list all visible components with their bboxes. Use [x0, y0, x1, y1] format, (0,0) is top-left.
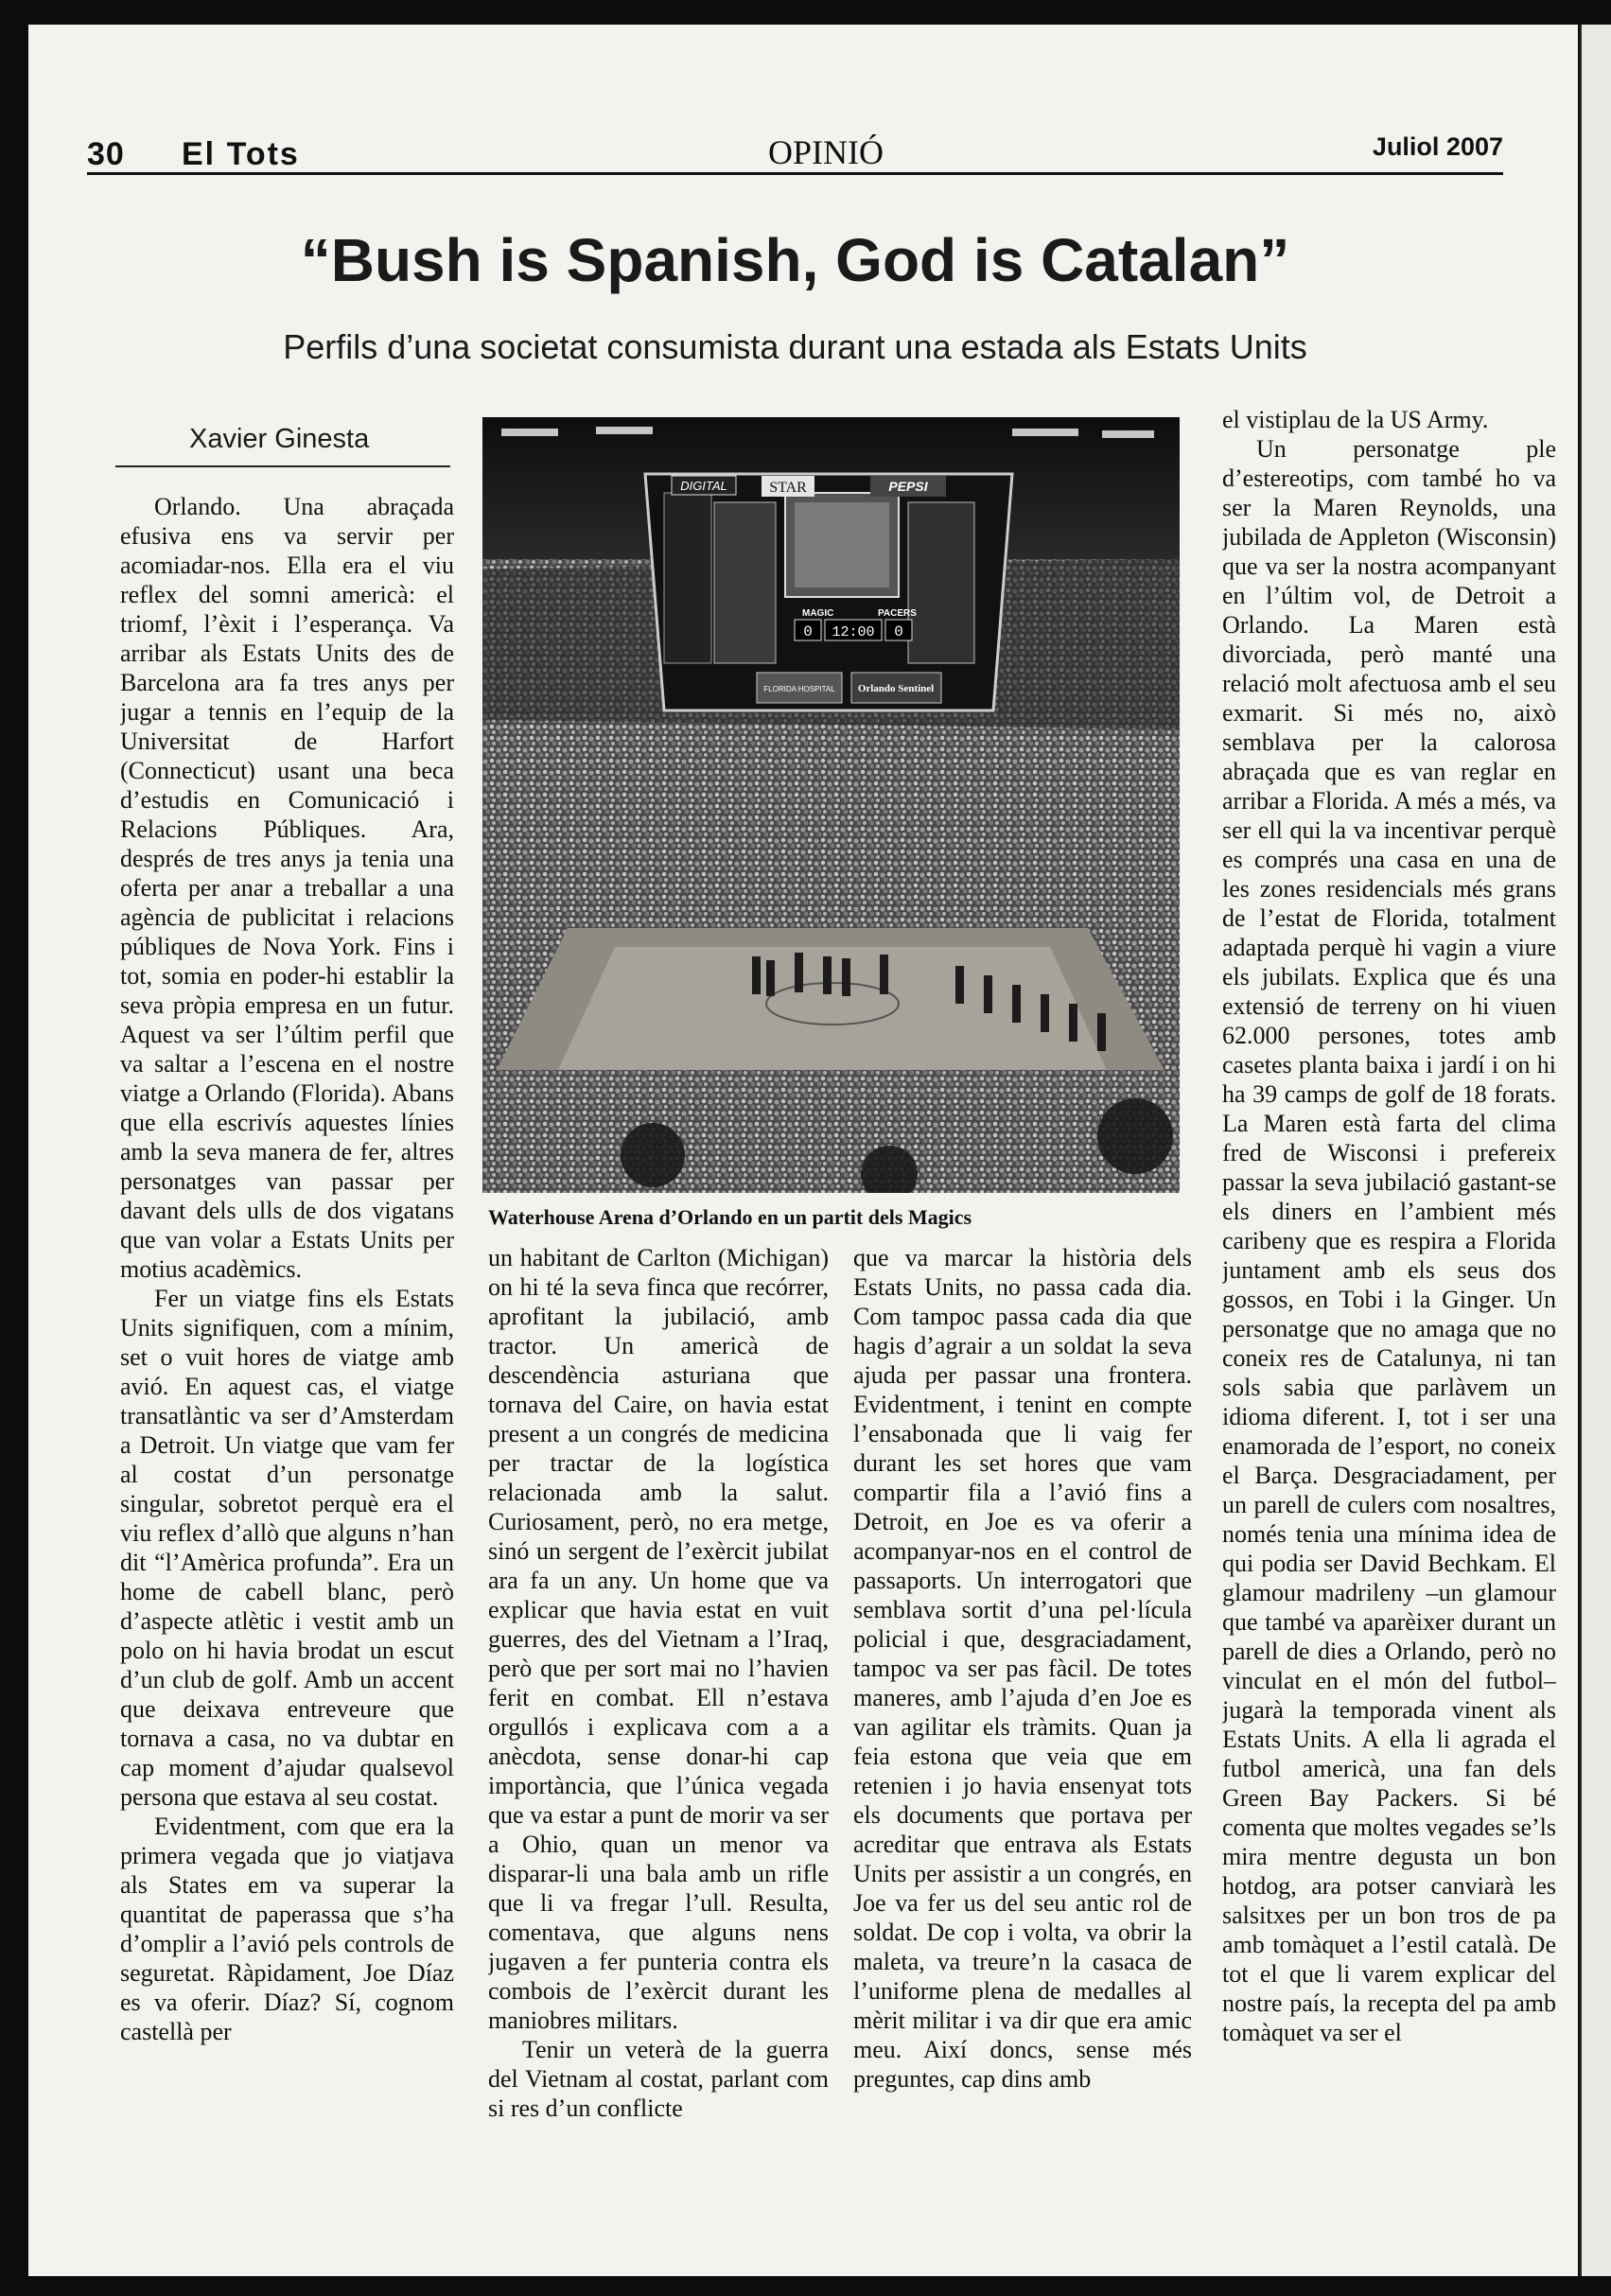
- page-number: 30: [87, 136, 125, 172]
- author-divider: [115, 465, 450, 467]
- article-column-4: [1222, 405, 1556, 2183]
- arena-scoreboard: [645, 474, 1012, 710]
- publication-name: El Tots: [182, 136, 300, 172]
- scoreboard-brand-top: DIGITAL: [680, 479, 727, 493]
- scoreboard-clock: 12:00: [832, 624, 875, 640]
- article-column-3: [853, 1243, 1192, 2180]
- article-title: “Bush is Spanish, God is Catalan”: [300, 226, 1290, 294]
- scoreboard-home-team: MAGIC: [802, 608, 834, 619]
- article-author: Xavier Ginesta: [189, 424, 370, 454]
- column-2-paragraph-2: Tenir un veterà de la guerra del Vietnam al costat, parlant com si res d’un conflicte: [488, 2036, 829, 2122]
- article-subtitle: Perfils d’una societat consumista durant una estada als Estats Units: [283, 327, 1307, 366]
- scoreboard-sponsor-1: FLORIDA HOSPITAL: [763, 685, 835, 693]
- column-3-paragraph-1: que va marcar la història dels Estats Units, no passa cada dia. Com tampoc passa cada dia que hagis d’agrair a un soldat la seva ajuda per passar una frontera. Evidentment, i tenint en compte l’ensabonada que li vaig fer durant les set hores que vam compartir fila a l’avió fins a Detroit, en Joe es va oferir a acompanyar-nos en el control de passaports. Un interrogatori que semblava sortit d’una pel·lícula policial i que, desgraciadament, tampoc va ser pas fàcil. De totes maneres, amb l’ajuda d’en Joe es van agilitar els tràmits. Quan ja feia estona que veia que em retenien i jo havia ensenyat tots els documents que portava per acreditar que entrava als Estats Units per assistir a un congrés, en Joe va fer us del seu antic rol de soldat. De cop i volta, va obrir la maleta, va treure’n la casaca de l’uniforme plena de medalles al mèrit militar i va dir que era amic meu. Així doncs, sense més preguntes, cap dins amb: [853, 1244, 1192, 2093]
- scoreboard-away-score: 0: [894, 623, 903, 640]
- next-page-edge: [1580, 25, 1611, 2276]
- column-1-paragraph-3: Evidentment, com que era la primera vegada que jo viatjava als States em va superar la quantitat de paperassa que s’ha d’omplir a l’avió pels controls de seguretat. Ràpidament, Joe Díaz es va oferir. Díaz? Sí, cognom castellà per: [120, 1813, 454, 2045]
- arena-photo: [482, 417, 1180, 1193]
- article-column-2: [488, 1243, 829, 2180]
- column-1-paragraph-1: Orlando. Una abraçada efusiva ens va servir per acomiadar-nos. Ella era el viu reflex del somni americà: el triomf, l’èxit i l’esperança. Va arribar als Estats Units des de Barcelona ara fa tres anys per jugar a tennis en l’equip de la Universitat de Harfort (Connecticut) usant una beca d’estudis en Comunicació i Relacions Públiques. Ara, després de tres anys ja tenia una oferta per anar a treballar a una agència de publicitat i relacions públiques de Nova York. Fins i tot, somia en poder-hi establir la seva pròpia empresa en un futur. Aquest va ser l’últim perfil que va saltar a l’escena en el nostre viatge a Orlando (Florida). Abans que ella escrivís aquestes línies amb la seva manera de fer, altres personatges van passar per davant dels ulls de dos vigatans que van volar a Estats Units per motius acadèmics.: [120, 493, 454, 1283]
- issue-date: Juliol 2007: [1372, 132, 1503, 161]
- page-header: [87, 129, 1503, 175]
- scoreboard-brand-star: STAR: [769, 480, 807, 496]
- article-column-1: [120, 492, 454, 2166]
- column-2-paragraph-1: un habitant de Carlton (Michigan) on hi té la seva finca que recórrer, aprofitant la jubilació, amb tractor. Un americà de descendència asturiana que tornava del Caire, on havia estat present a un congrés de medicina per tractar de la logística relacionada amb la salut. Curiosament, però, no era metge, sinó un sergent de l’exèrcit jubilat ara fa un any. Un home que va explicar que havia estat en vuit guerres, des del Vietnam a l’Iraq, però que per sort mai no l’havien ferit en combat. Ell n’estava orgullós i explicava com a a anècdota, sense donar-hi cap importància, que l’única vegada que va estar a punt de morir va ser a Ohio, quan un menor va disparar-li una bala amb un rifle que li va fregar l’ull. Resulta, comentava, que alguns nens jugaven a fer punteria contra els combois de l’exèrcit durant les maniobres militars.: [488, 1244, 829, 2034]
- column-4-paragraph-2: Un personatge ple d’estereotips, com també ho va ser la Maren Reynolds, una jubilada de Appleton (Wisconsin) que va ser la nostra acompanyant en l’últim vol, de Detroit a Orlando. La Maren està divorciada, però manté una relació molt afectuosa amb el seu exmarit. Si més no, això semblava per la calorosa abraçada que es van reglar en arribar a Florida. A més a més, va ser ell qui la va incentivar perquè es comprés una casa en una de les zones residencials més grans de l’estat de Florida, totalment adaptada perquè hi vagin a viure els jubilats. Explica que és una extensió de terreny on hi viuen 62.000 persones, totes amb casetes planta baixa i jardí i on hi ha 39 camps de golf de 18 forats. La Maren està farta del clima fred de Wisconsi i prefereix passar la seva jubilació gastant-se els diners en l’ambient més caribeny que es respira a Florida juntament amb els seus dos gossos, en Tobi i la Ginger. Un personatge que no amaga que no coneix res de Catalunya, ni tan sols sabia que parlàvem un idioma diferent. I, tot i ser una enamorada de l’esport, no coneix el Barça. Desgraciadament, per un parell de culers com nosaltres, només tenia una mínima idea de qui podia ser David Bechkam. El glamour madrileny –un glamour que també va aparèixer durant un parell de dies a Orlando, però no vinculat en el món del futbol– jugarà la temporada vinent als Estats Units. A ella li agrada el futbol americà, una fan dels Green Bay Packers. Si bé comenta que moltes vegades se’ls mira mentre degusta un bon hotdog, ara potser canviarà les salsitxes per un bon tros de pa amb tomàquet a l’estil català. De tot el que li varem explicar del nostre país, la recepta del pa amb tomàquet va ser el: [1222, 435, 1556, 2046]
- scoreboard-away-team: PACERS: [878, 608, 917, 619]
- photo-caption: Waterhouse Arena d’Orlando en un partit dels Magics: [488, 1205, 972, 1229]
- column-1-paragraph-2: Fer un viatge fins els Estats Units signifiquen, com a mínim, set o vuit hores de viatge amb avió. En aquest cas, el viatge transatlàntic va ser d’Amsterdam a Detroit. Un viatge que vam fer al costat d’un personatge singular, sobretot perquè era el viu reflex d’allò que alguns n’han dit “l’Amèrica profunda”. Era un home de cabell blanc, però d’aspecte atlètic i vestit amb un polo on hi havia brodat un escut d’un club de golf. Amb un accent que deixava entreveure que tornava a casa, no va dubtar en cap moment d’ajudar qualsevol persona que estava al seu costat.: [120, 1285, 454, 1811]
- section-name: OPINIÓ: [768, 133, 884, 171]
- newspaper-page: [28, 25, 1578, 2276]
- scoreboard-sponsor-2: Orlando Sentinel: [857, 683, 935, 694]
- column-4-paragraph-1: el vistiplau de la US Army.: [1222, 406, 1489, 433]
- scoreboard-home-score: 0: [803, 623, 813, 640]
- scoreboard-brand-pepsi: PEPSI: [888, 479, 928, 494]
